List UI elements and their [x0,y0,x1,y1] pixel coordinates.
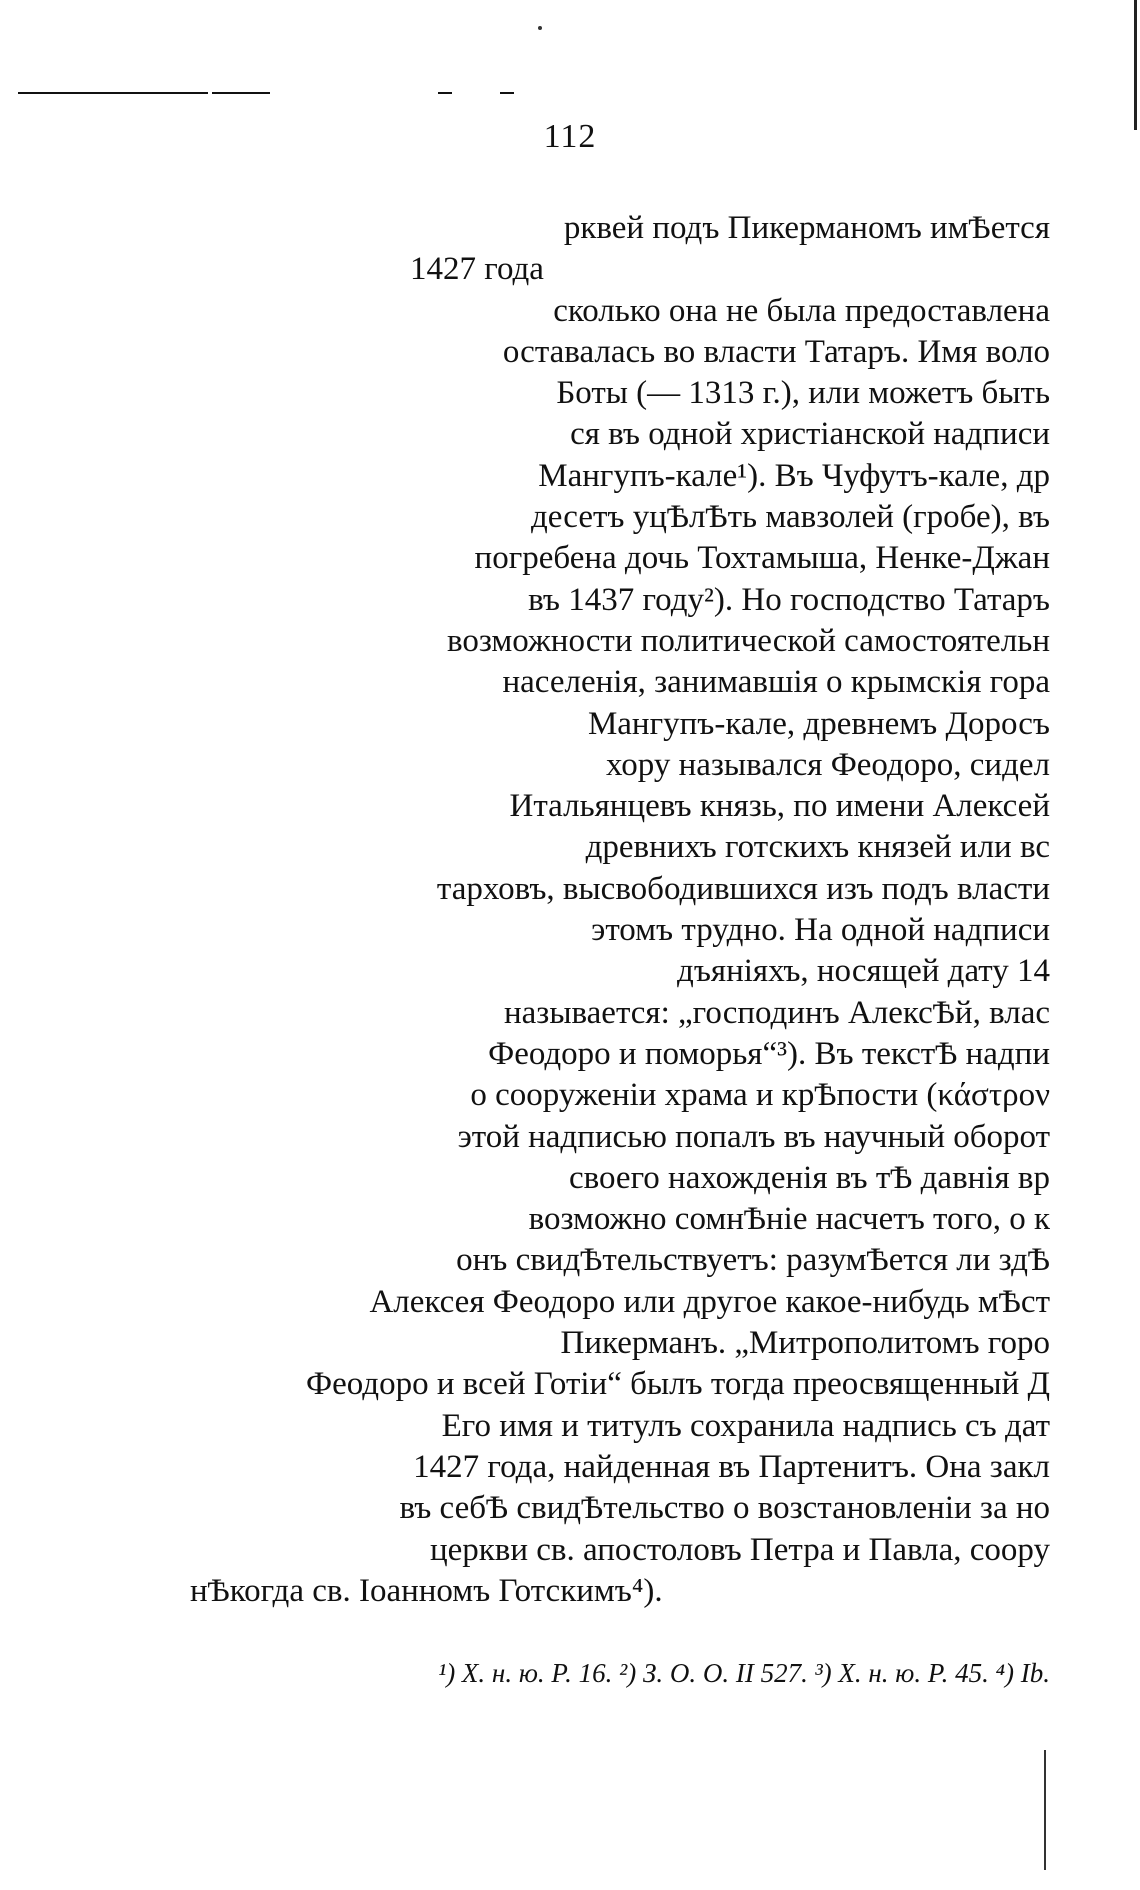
header-rule-long [18,92,208,94]
text-line: десетъ уцѢлѢть мавзолей (гробе), въ [531,499,1050,536]
body-text [150,208,1050,1612]
text-line: въ себѢ свидѢтельство о возстановленіи за но [399,1490,1050,1527]
text-line: 1427 года [410,251,544,288]
text-line: этой надписью попалъ въ научный оборот [457,1118,1050,1155]
header-rule-short-2 [500,92,514,94]
text-line: возможно сомнѢніе насчетъ того, о к [528,1201,1050,1238]
text-line: о сооруженіи храма и крѢпости (κάστρον [470,1077,1050,1114]
footnotes: ¹) Х. н. ю. Р. 16. ²) З. О. О. II 527. ³) Х. н. ю. Р. 45. ⁴) Ib. [438,1658,1050,1688]
page-number: 112 [543,118,597,155]
text-line: Феодоро и поморья“³). Въ текстѢ надпи [488,1035,1050,1072]
scan-speck [1044,1750,1046,1870]
text-line: Боты (— 1313 г.), или можетъ быть [556,375,1050,412]
text-line: тарховъ, высвободившихся изъ подъ власти [436,870,1050,907]
header-rule-short [438,92,452,94]
text-line: 1427 года, найденная въ Партенитъ. Она закл [413,1448,1050,1485]
scan-page-edge [1134,0,1137,130]
text-line: онъ свидѢтельствуетъ: разумѢется ли здѢ [456,1242,1050,1279]
text-line: хору называлcя Феодоро, сидел [606,746,1050,783]
text-line: сколько она не была предоставлена [553,292,1050,329]
text-line: погребена дочь Тохтамыша, Ненке-Джан [474,540,1050,577]
text-line: Мангупъ-кале¹). Въ Чуфутъ-кале, др [538,457,1050,494]
text-line: нѢкогда св. Іоанномъ Готскимъ⁴). [190,1572,663,1609]
text-line: рквей подъ Пикерманомъ имѢется [563,210,1050,246]
text-line: древнихъ готскихъ князей или вс [585,829,1050,866]
text-line: Итальянцевъ князь, по имени Алексей [509,788,1050,825]
text-line: своего нахожденія въ тѢ давнія вр [569,1159,1050,1196]
text-line: въ 1437 году²). Но господство Татаръ [528,581,1050,618]
header-rule-dash [212,92,270,94]
text-line: ся въ одной христіанской надписи [570,416,1050,453]
text-line: Пикерманъ. „Митрополитомъ горо [560,1325,1050,1362]
text-line: церкви св. апостоловъ Петра и Павла, соору [429,1531,1050,1568]
text-line: Феодоро и всей Готіи“ былъ тогда преосвященный Д [306,1366,1050,1403]
scan-speck [538,26,542,30]
text-line: возможности политической самостоятельн [447,622,1050,659]
text-line: Мангупъ-кале, древнемъ Доросъ [587,705,1050,742]
text-line: населенія, занимавшія о крымскія гора [502,664,1050,701]
text-line: Его имя и титулъ сохранила надпись съ дат [441,1407,1050,1444]
text-line: дъяніяхъ, носящей дату 14 [677,953,1050,990]
text-line: оставалась во власти Татаръ. Имя воло [502,333,1050,370]
text-line: Алексея Феодоро или другое какое-нибудь мѢст [369,1283,1050,1320]
text-line: этомъ трудно. На одной надписи [591,912,1050,949]
text-line: называется: „господинъ АлексѢй, влас [504,994,1050,1031]
